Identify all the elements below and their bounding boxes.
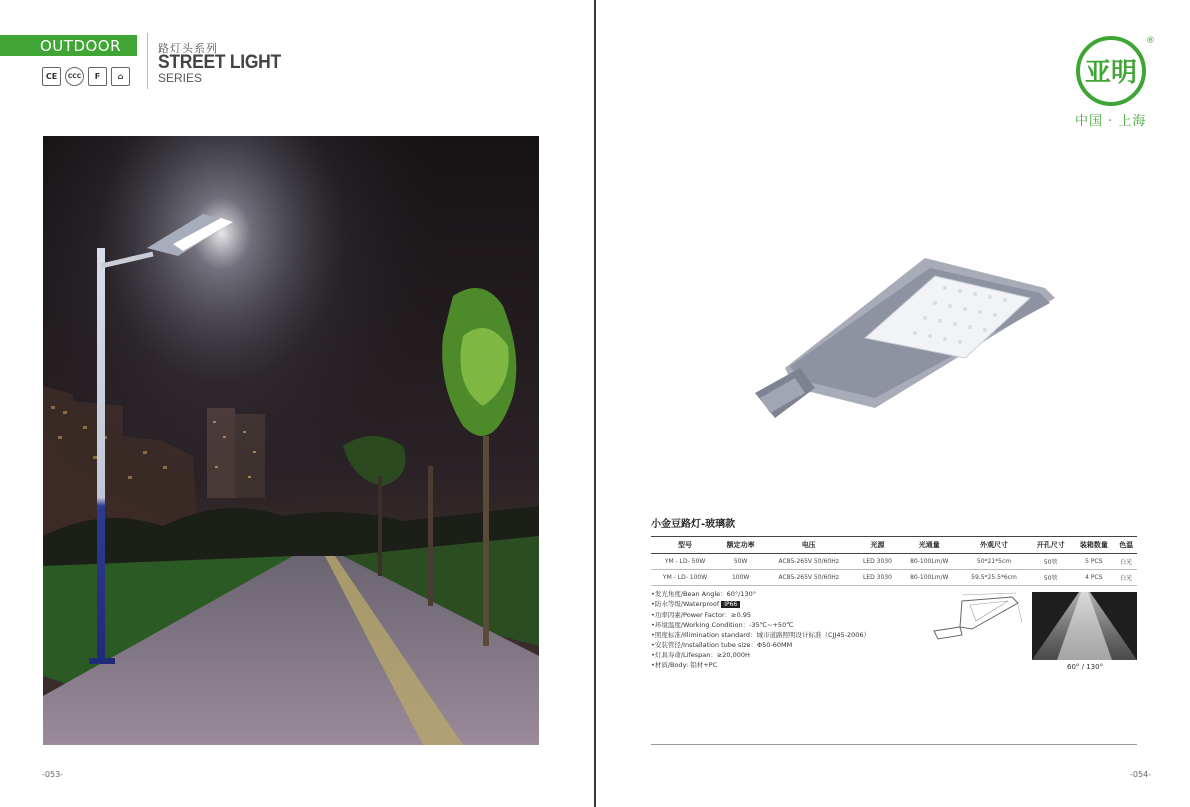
spec-table [651,536,1137,586]
table-row [651,570,1137,586]
house-mark-icon: ⌂ [111,67,130,86]
ip-rating-badge: IP66 [721,601,740,608]
ce-mark-icon: CE [42,67,61,86]
series-chinese-title: 路灯头系列 [158,42,218,55]
series-title: STREET LIGHT [158,52,281,73]
header-voltage: 电压 [762,537,855,554]
table-cell: 80-100Lm/W [900,570,959,586]
header-model: 型号 [651,537,719,554]
table-cell: 80-100Lm/W [900,554,959,570]
feature-list [651,589,870,670]
feature-power-factor: •功率因素/Power Factor：≥0.95 [651,611,752,619]
table-cell: 50W [719,554,762,570]
category-label: OUTDOOR [40,37,122,55]
table-row [651,554,1137,570]
header-hole-size: 开孔尺寸 [1029,537,1072,554]
feature-beam-angle: •发光角度/Bean Angle：60°/130° [651,590,757,598]
feature-tube-size: •安装管径/Installation tube size：Φ50-60MM [651,641,793,649]
logo-city: 中国 · 上海 [1075,114,1147,129]
page-spine [594,0,596,807]
table-cell: AC85-265V 50/60Hz [762,570,855,586]
header-power: 额定功率 [719,537,762,554]
table-cell: 100W [719,570,762,586]
table-cell: YM - LD- 50W [651,554,719,570]
header-light-source: 光源 [855,537,900,554]
feature-waterproof-label: •防水等级/Waterproof [651,600,720,608]
table-cell: LED 3030 [855,570,900,586]
series-subtitle: SERIES [158,71,203,85]
table-cell: 59.5*25.5*6cm [959,570,1029,586]
product-title: 小金豆路灯-玻璃款 [651,519,736,530]
table-cell: 4 PCS [1072,570,1115,586]
page-number-left: -053- [42,770,64,779]
beam-angle-label: 60° / 130° [1067,663,1104,671]
beam-angle-image [1032,592,1137,660]
registered-mark: ® [1146,36,1155,46]
left-page [0,0,594,807]
feature-working-condition: •环境温度/Working Condition：-35℃~+50℃ [651,621,794,629]
table-cell: 5 PCS [1072,554,1115,570]
yaming-logo-icon [1075,35,1155,111]
header-dimensions: 外观尺寸 [959,537,1029,554]
header-packing-qty: 装箱数量 [1072,537,1115,554]
header-luminous-flux: 光通量 [900,537,959,554]
table-cell: 50管 [1029,554,1072,570]
table-header-row [651,537,1137,554]
table-cell: 白光 [1115,570,1137,586]
certification-icons [42,67,130,86]
f-mark-icon: F [88,67,107,86]
feature-illumination-standard: •照度标准/Illimination standard：城市道路照明设计标准（CJJ45-2006） [651,631,870,639]
table-cell: 50*21*5cm [959,554,1029,570]
bottom-rule [651,744,1137,745]
logo-text: 亚明 [1084,58,1138,88]
feature-waterproof [651,599,870,610]
ccc-mark-icon: CCC [65,67,84,86]
dimension-diagram-icon [932,593,1024,645]
header-color-temp: 色温 [1115,537,1137,554]
street-light-product-image [755,248,1055,428]
feature-lifespan: •灯具寿命/Lifespan：≥20,000H [651,651,750,659]
table-cell: 白光 [1115,554,1137,570]
table-cell: LED 3030 [855,554,900,570]
street-light-night-photo [43,136,539,745]
page-number-right: -054- [1130,770,1152,779]
feature-body-material: •材质/Body: 铝材+PC [651,661,718,669]
table-cell: YM - LD- 100W [651,570,719,586]
header-divider [147,33,148,89]
table-cell: 50管 [1029,570,1072,586]
table-cell: AC85-265V 50/60Hz [762,554,855,570]
